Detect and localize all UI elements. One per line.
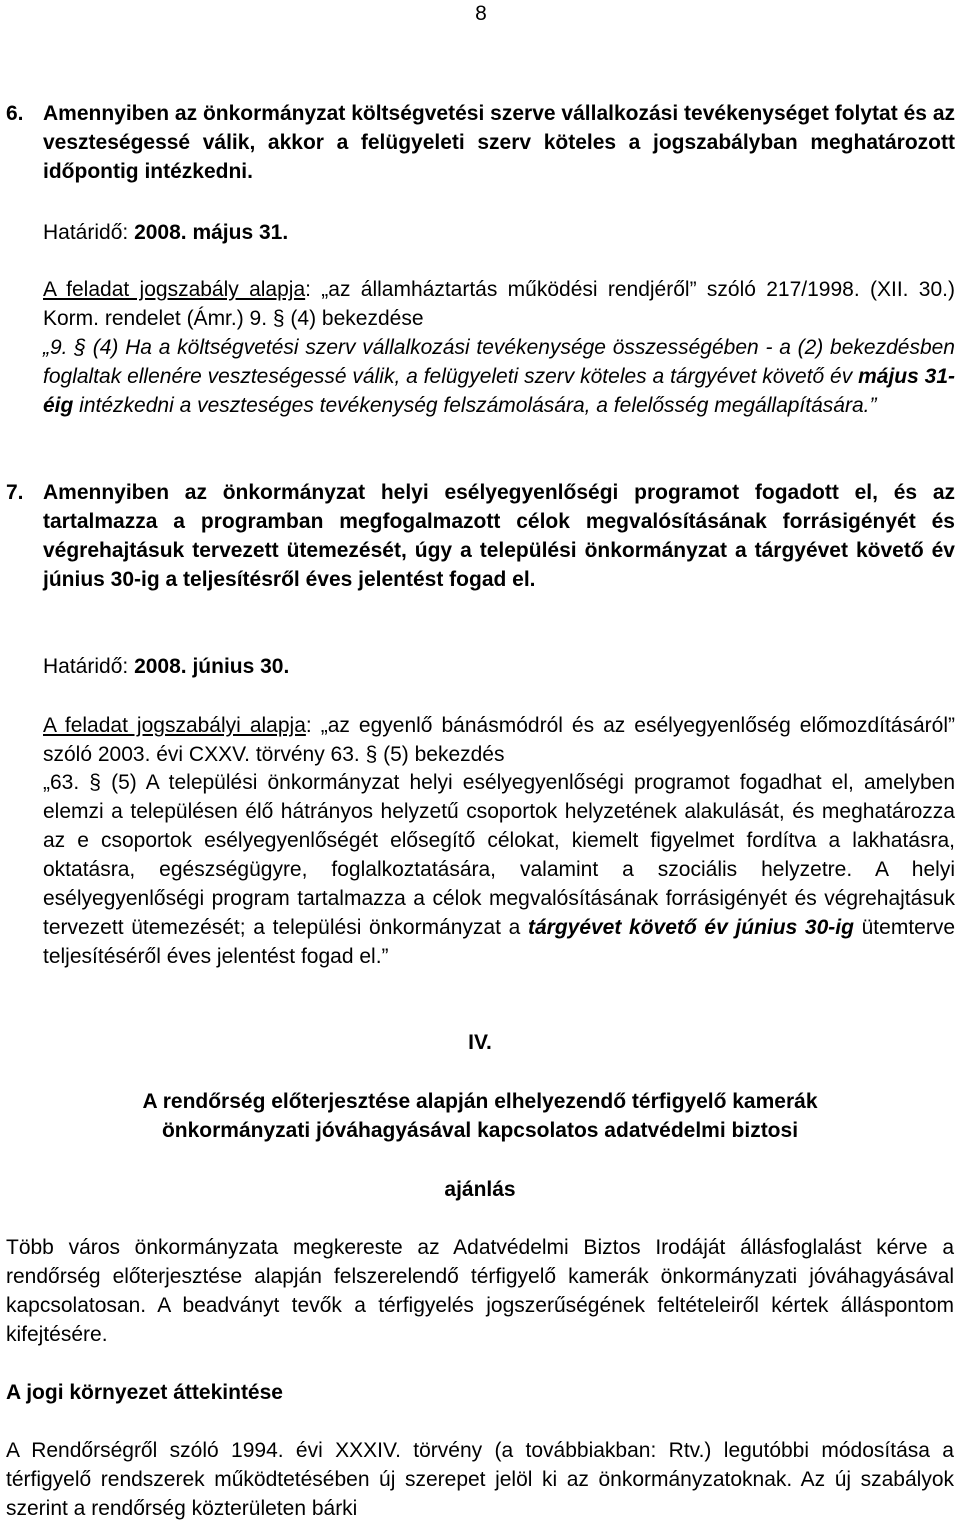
item-6-text: Amennyiben az önkormányzat költségvetési szerve vállalkozási tevékenységet folytat és az veszteségessé válik, akkor a felügyeleti szerv köteles a jogszabályban meghatározott időpontig intézkedni. <box>43 102 955 183</box>
item-6-number: 6. <box>6 102 24 125</box>
legal-basis-label: A feladat jogszabály alapja <box>43 278 306 301</box>
item-6-quote: „9. § (4) Ha a költségvetési szerv vállalkozási tevékenysége összességében - a (2) bekezdésben foglaltak ellenére veszteségessé válik, a felügyeleti szerv köteles a tárgyévet követő év május 31-éig intézkedni a veszteséges tevékenység felszámolására, a felelősség megállapítására.” <box>43 336 955 417</box>
item-6-legal-basis: A feladat jogszabály alapja: „az államháztartás működési rendjéről” szóló 217/1998. (XII. 30.) Korm. rendelet (Ámr.) 9. § (4) bekezdése <box>43 278 955 330</box>
page-number: 8 <box>475 2 487 25</box>
section-roman-numeral: IV. <box>468 1031 492 1054</box>
section-subtitle: ajánlás <box>444 1178 516 1201</box>
legal-basis-label: A feladat jogszabályi alapja <box>43 714 306 737</box>
section-title-line-2: önkormányzati jóváhagyásával kapcsolatos adatvédelmi biztosi <box>161 1119 799 1142</box>
item-6-deadline: Határidő: 2008. május 31. <box>43 221 289 244</box>
legal-environment-text: A Rendőrségről szóló 1994. évi XXXIV. törvény (a továbbiakban: Rtv.) legutóbbi módosítása a térfigyelő rendszerek működtetésében új szerepet jelöl ki az önkormányzatoknak. Az új szabályok szerint a rendőrség közterületen bárki <box>6 1439 954 1520</box>
legal-environment-heading: A jogi környezet áttekintése <box>6 1381 283 1404</box>
item-7-legal-basis: A feladat jogszabályi alapja: „az egyenlő bánásmódról és az esélyegyenlőség előmozdításáról” szóló 2003. évi CXXV. törvény 63. § (5) bekezdés <box>43 714 956 766</box>
item-7-quote: „63. § (5) A települési önkormányzat helyi esélyegyenlőségi programot fogadhat el, amelyben elemzi a településen élő hátrányos helyzetű csoportok helyzetének alakulását, és meghatározza az e csoportok esélyegyenlőségét elősegítő célokat, kiemelt figyelmet fordítva a lakhatásra, oktatásra, egészségügyre, foglalkoztatására, valamint a szociális helyzetre. A helyi esélyegyenlőségi program tartalmazza a célok megvalósításának forrásigényét és végrehajtásuk tervezett ütemezését; a települési önkormányzat a tárgyévet követő év június 30-ig ütemterve teljesítéséről éves jelentést fogad el.” <box>43 771 956 968</box>
item-7-text: Amennyiben az önkormányzat helyi esélyegyenlőségi programot fogadott el, és az tartalmazza a programban megfogalmazott célok megvalósításának forrásigényét és végrehajtásuk tervezett ütemezését, úgy a települési önkormányzat a tárgyévet követő év június 30-ig a teljesítésről éves jelentést fogad el. <box>43 481 955 591</box>
item-7-number: 7. <box>6 481 24 504</box>
item-7-deadline: Határidő: 2008. június 30. <box>43 655 290 678</box>
section-intro: Több város önkormányzata megkereste az Adatvédelmi Biztos Irodáját állásfoglalást kérve a rendőrség előterjesztése alapján felszerelendő térfigyelő kamerák önkormányzati jóváhagyásával kapcsolatosan. A beadványt tevők a térfigyelés jogszerűségének feltételeiről kértek álláspontom kifejtésére. <box>6 1236 954 1346</box>
section-title-line-1: A rendőrség előterjesztése alapján elhelyezendő térfigyelő kamerák <box>142 1090 818 1113</box>
